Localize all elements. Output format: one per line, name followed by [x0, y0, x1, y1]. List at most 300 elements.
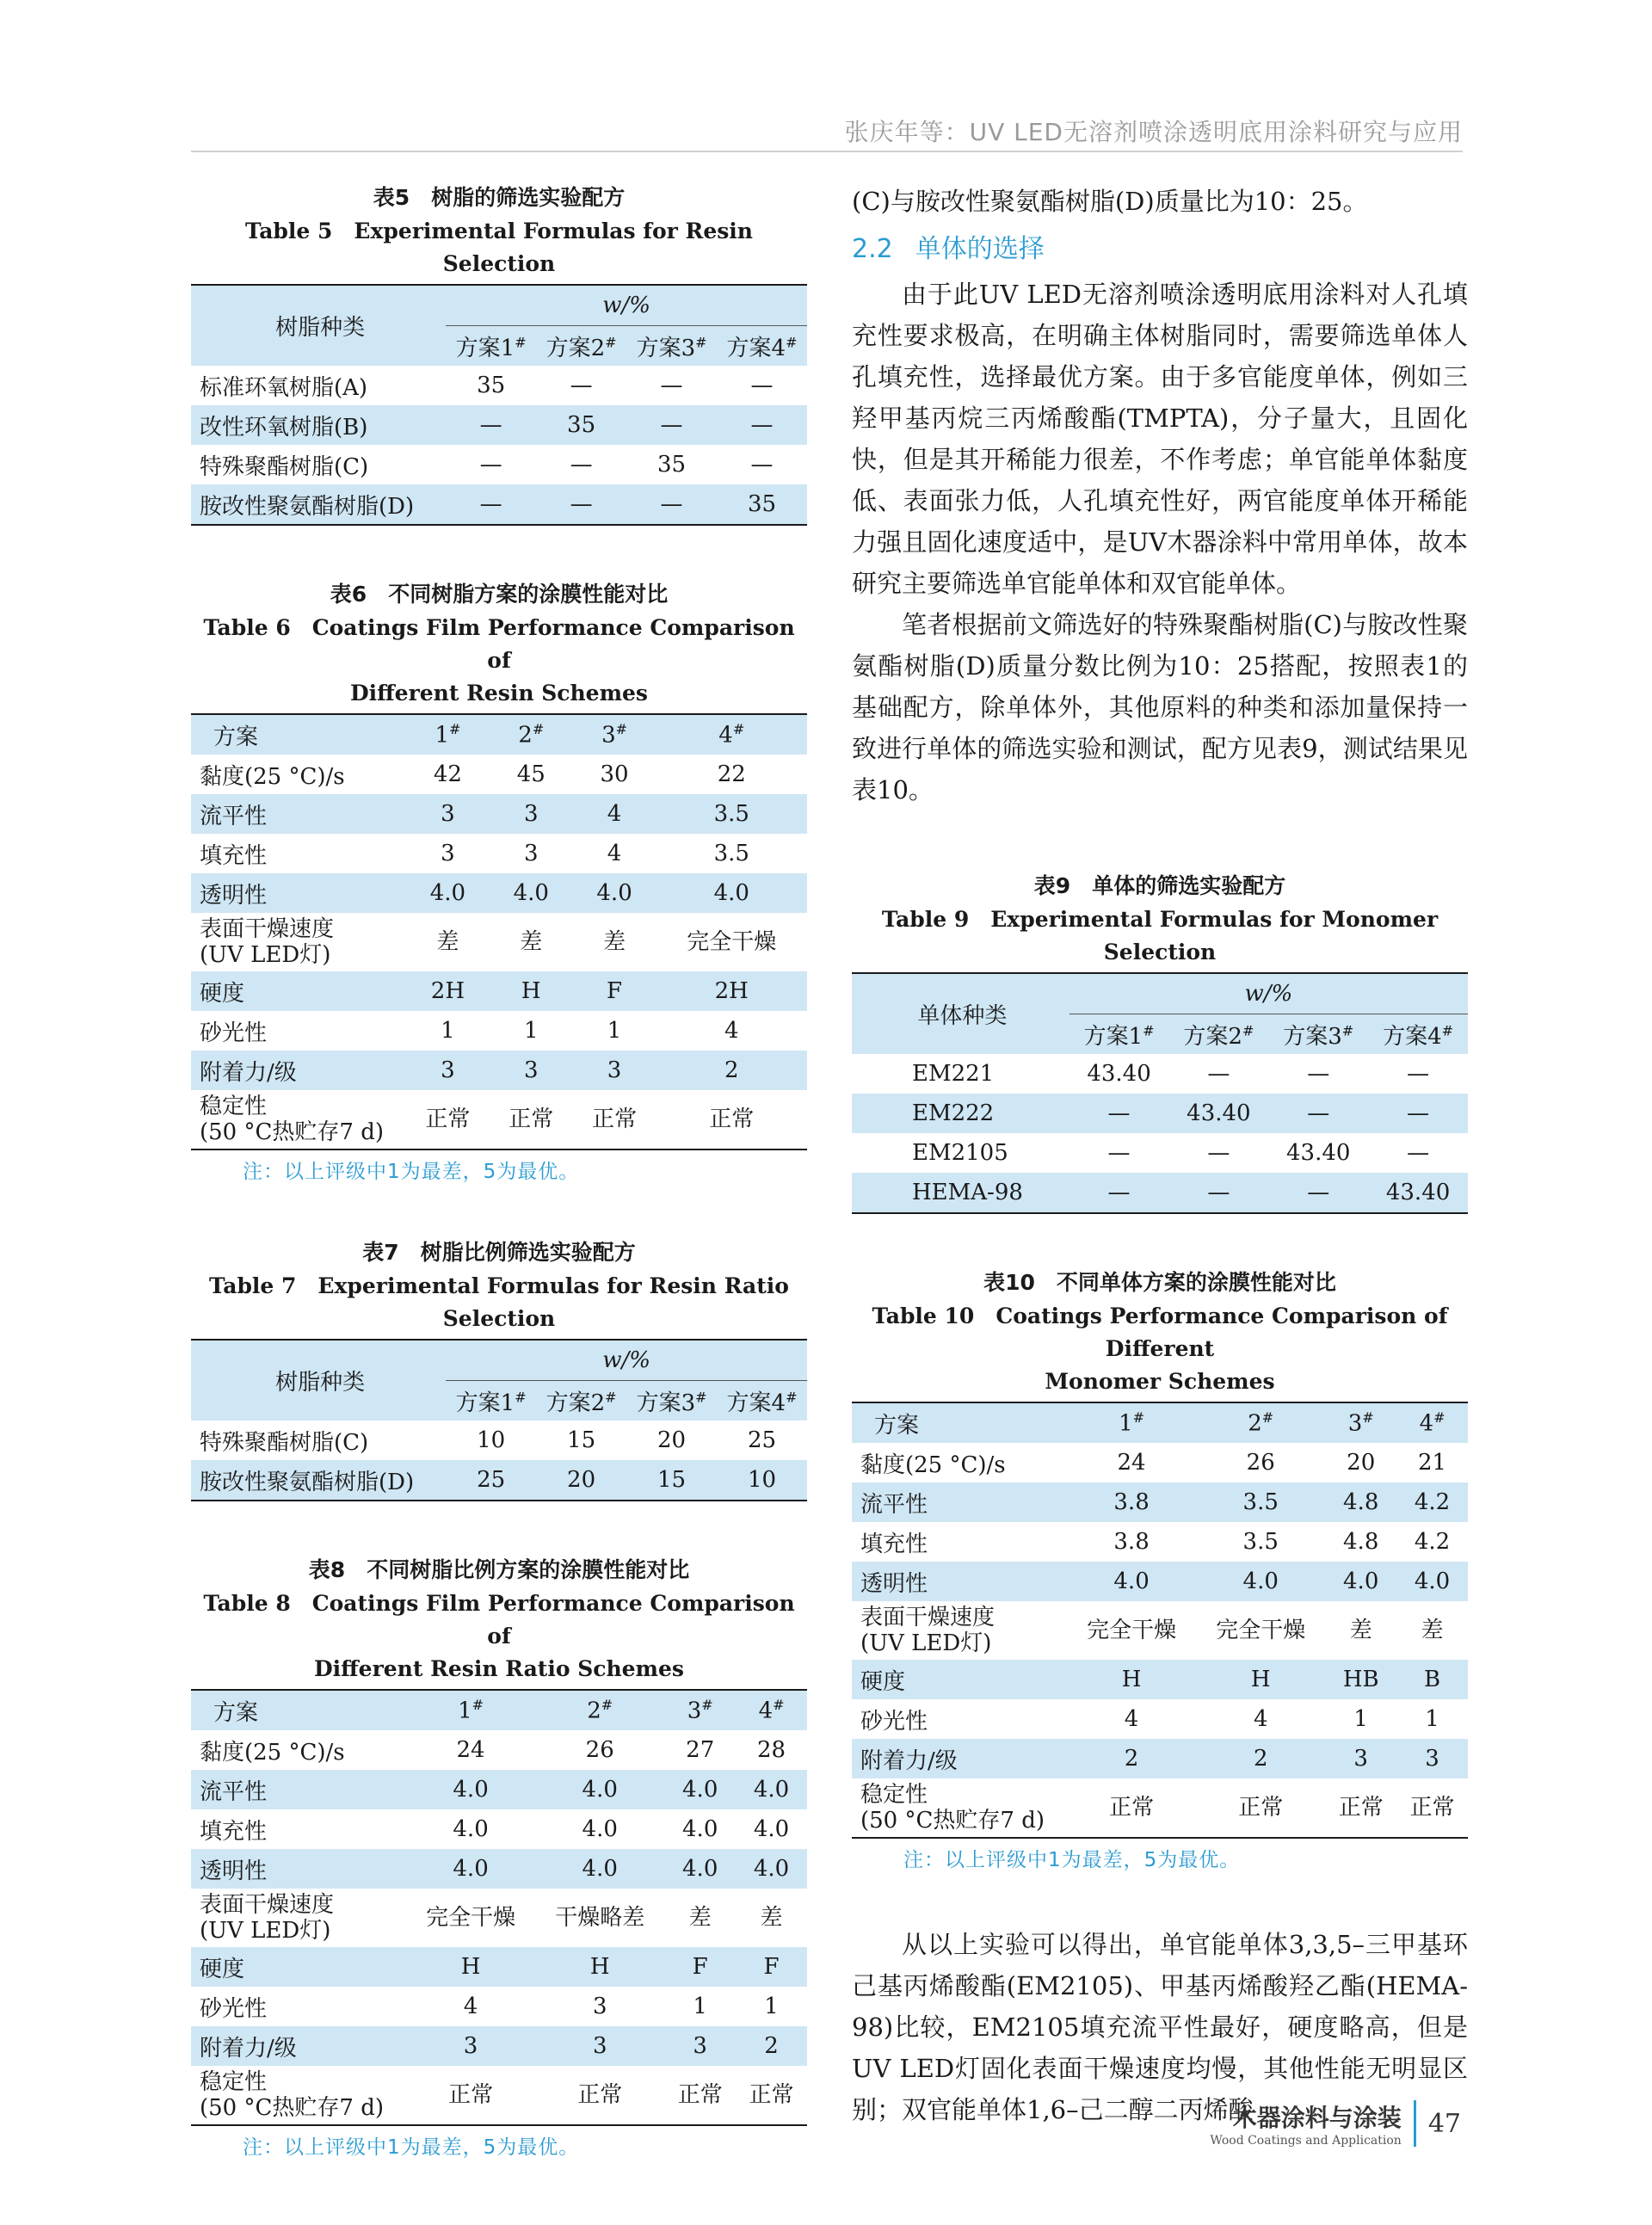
table-cell: 正常 — [736, 2066, 807, 2125]
table-cell: H — [1196, 1660, 1325, 1699]
table-cell: 25 — [747, 1427, 777, 1453]
table-cell: 正常 — [573, 1090, 656, 1149]
left-column — [191, 181, 807, 2211]
row-label: 胺改性聚氨酯树脂(D) — [191, 484, 446, 525]
table-header-cell: 3# — [573, 714, 656, 755]
table-cell: — — [536, 484, 626, 525]
row-label: 特殊聚酯树脂(C) — [200, 453, 369, 480]
table-cell: 2 — [1196, 1739, 1325, 1778]
table-header-unit: w/% — [446, 1340, 807, 1381]
table-cell: 4 — [573, 794, 656, 834]
table-header-cell: 方案 — [852, 1402, 1067, 1443]
table-cell: 3 — [490, 794, 573, 834]
table-cell: — — [570, 452, 593, 478]
journal-name — [1210, 2099, 1401, 2148]
table-col-header: 方案2# — [1168, 1014, 1268, 1055]
table-row — [191, 405, 807, 445]
table-cell: 27 — [686, 1737, 715, 1763]
row-label: 透明性 — [191, 1849, 406, 1889]
table-cell: H — [1067, 1660, 1196, 1699]
table-header-unit: w/% — [446, 285, 807, 326]
table-cell: 3 — [441, 841, 455, 866]
row-label: 砂光性 — [200, 1020, 268, 1046]
row-label: 附着力/级 — [852, 1739, 1067, 1778]
table-header-cell: 1# — [1067, 1402, 1196, 1443]
table-cell: 干燥略差 — [555, 1905, 645, 1931]
table-row — [852, 1133, 1468, 1173]
table-cell: 4.0 — [1396, 1562, 1468, 1601]
row-label: 表面干燥速度 (UV LED灯) — [200, 916, 335, 968]
table-cell: 正常 — [535, 2066, 664, 2125]
table-cell: 正常 — [1067, 1778, 1196, 1838]
table-cell: 24 — [456, 1737, 485, 1763]
table-cell: 3 — [406, 794, 490, 834]
table-cell: 22 — [717, 761, 746, 787]
table-row — [852, 1562, 1468, 1601]
table-cell: 1 — [764, 1994, 779, 2019]
table-cell: — — [1168, 1173, 1268, 1213]
table-row — [191, 834, 807, 873]
table-cell: 正常 — [1196, 1778, 1325, 1838]
row-label: 流平性 — [191, 1770, 406, 1809]
table-col-header: 方案1# — [446, 326, 536, 367]
table-row — [852, 1660, 1468, 1699]
table-cell: 4 — [463, 1994, 478, 2019]
row-label: 附着力/级 — [191, 2026, 406, 2066]
row-label: 硬度 — [191, 971, 406, 1011]
table-cell: 1 — [523, 1018, 539, 1044]
table-cell: 4 — [1253, 1706, 1268, 1732]
table-6-caption-en: Table 6 Coatings Film Performance Comparison of — [203, 615, 795, 673]
table-cell: 10 — [717, 1460, 807, 1501]
row-label: 透明性 — [191, 873, 406, 913]
table-cell: 35 — [536, 405, 626, 445]
table-col-header: 方案4# — [717, 326, 807, 367]
table-col-header: 方案2# — [536, 1381, 626, 1421]
table-cell: 35 — [477, 373, 506, 398]
table-cell: 3.5 — [1242, 1529, 1279, 1555]
table-header-cell: 3# — [664, 1690, 736, 1730]
table-row — [191, 1011, 807, 1051]
table-header-cell: 3# — [1325, 1402, 1396, 1443]
table-row — [852, 1522, 1468, 1562]
table-cell: 1 — [1353, 1706, 1368, 1732]
table-7-block — [191, 1236, 807, 1501]
table-9-block — [852, 869, 1468, 1214]
table-cell: 4.0 — [406, 1849, 535, 1889]
table-cell: 35 — [717, 484, 807, 525]
table-row — [191, 1460, 807, 1501]
table-row — [191, 1090, 807, 1149]
table-header-cell: 4# — [736, 1690, 807, 1730]
table-row — [191, 755, 807, 794]
row-label: 改性环氧树脂(B) — [191, 405, 446, 445]
table-cell: 完全干燥 — [426, 1905, 516, 1931]
table-row — [852, 1601, 1468, 1660]
table-cell: — — [446, 405, 536, 445]
table-9-caption-en: Table 9 Experimental Formulas for Monomer Selection — [881, 907, 1439, 965]
table-cell: — — [1069, 1094, 1169, 1133]
table-col-header: 方案3# — [626, 1381, 717, 1421]
table-cell: 差 — [760, 1905, 783, 1931]
table-cell: — — [1268, 1173, 1368, 1213]
table-cell: 4.2 — [1396, 1482, 1468, 1522]
table-6-caption-en-2: Different Resin Schemes — [349, 681, 649, 706]
table-cell: — — [479, 452, 502, 478]
table-header-label: 单体种类 — [852, 973, 1069, 1054]
table-7-caption-en: Table 7 Experimental Formulas for Resin Ratio Selection — [209, 1273, 789, 1331]
table-row — [191, 1051, 807, 1090]
table-row — [191, 1809, 807, 1849]
row-label: 黏度(25 °C)/s — [860, 1451, 1006, 1478]
table-cell: 4.0 — [736, 1770, 807, 1809]
table-cell: 28 — [757, 1737, 786, 1763]
table-cell: 3.5 — [1196, 1482, 1325, 1522]
paragraph: 从以上实验可以得出，单官能单体3,3,5–三甲基环己基丙烯酸酯(EM2105)、甲基丙烯酸羟乙酯(HEMA-98)比较，EM2105填充流平性最好，硬度略高，但是UV LED灯固化表面干燥速度均慢，其他性能无明显区别；双官能单体1,6–己二醇二丙烯酸 — [852, 1930, 1468, 2124]
table-cell: — — [717, 405, 807, 445]
row-label: 砂光性 — [860, 1708, 928, 1735]
table-header-label: 树脂种类 — [191, 1340, 446, 1421]
table-cell: 42 — [433, 761, 462, 787]
table-cell: 1 — [441, 1018, 455, 1044]
row-label: 流平性 — [852, 1482, 1067, 1522]
table-cell: 20 — [657, 1427, 687, 1453]
table-10 — [852, 1402, 1468, 1839]
table-cell: HB — [1325, 1660, 1396, 1699]
table-row — [191, 1947, 807, 1987]
table-cell: 21 — [1418, 1450, 1447, 1476]
table-cell: 完全干燥 — [1216, 1618, 1306, 1643]
table-cell: 完全干燥 — [687, 929, 777, 955]
table-cell: 4.0 — [582, 1816, 618, 1842]
header-rule — [191, 151, 1463, 152]
table-cell: 4.8 — [1325, 1482, 1396, 1522]
table-cell: — — [1407, 1061, 1430, 1087]
table-header-cell: 2# — [490, 714, 573, 755]
table-header-cell: 4# — [1396, 1402, 1468, 1443]
table-9 — [852, 972, 1468, 1214]
table-8 — [191, 1689, 807, 2126]
row-label: 稳定性 (50 °C热贮存7 d) — [852, 1778, 1067, 1838]
journal-name-en: Wood Coatings and Application — [1210, 2134, 1402, 2148]
row-label: 胺改性聚氨酯树脂(D) — [191, 1460, 446, 1501]
row-label: 黏度(25 °C)/s — [200, 763, 345, 790]
table-row — [191, 445, 807, 484]
table-cell: 45 — [516, 761, 546, 787]
table-header-cell: 2# — [535, 1690, 664, 1730]
table-cell: 差 — [436, 929, 459, 955]
table-cell: 4.0 — [573, 873, 656, 913]
table-header-cell: 2# — [1196, 1402, 1325, 1443]
table-header-cell: 1# — [406, 714, 490, 755]
table-6-note: 注：以上评级中1为最差，5为最优。 — [243, 1161, 580, 1183]
table-cell: — — [1407, 1140, 1430, 1166]
table-header-cell: 1# — [406, 1690, 535, 1730]
table-cell: 43.40 — [1285, 1140, 1351, 1166]
table-cell: 26 — [1246, 1450, 1275, 1476]
table-cell: 3 — [406, 2026, 535, 2066]
table-cell: 4.8 — [1343, 1529, 1379, 1555]
table-cell: 2 — [736, 2026, 807, 2066]
table-cell: 30 — [600, 761, 629, 787]
table-cell: — — [1268, 1094, 1368, 1133]
table-cell: 26 — [585, 1737, 614, 1763]
table-row — [852, 1443, 1468, 1482]
table-col-header: 方案4# — [1368, 1014, 1468, 1055]
table-row — [191, 484, 807, 525]
page-number: 47 — [1427, 2108, 1461, 2139]
table-cell: 4.0 — [753, 1816, 790, 1842]
table-cell: 3 — [664, 2026, 736, 2066]
table-cell: — — [626, 405, 717, 445]
table-cell: 2 — [656, 1051, 807, 1090]
table-cell: 15 — [626, 1460, 717, 1501]
table-cell: — — [446, 484, 536, 525]
table-cell: 2H — [406, 971, 490, 1011]
table-5-caption-en: Table 5 Experimental Formulas for Resin Selection — [245, 219, 753, 276]
table-cell: 正常 — [1396, 1778, 1468, 1838]
table-cell: 4.0 — [535, 1849, 664, 1889]
table-cell: 正常 — [490, 1090, 573, 1149]
table-row — [191, 913, 807, 971]
table-header-cell: 方案 — [191, 714, 406, 755]
table-cell: 24 — [1117, 1450, 1146, 1476]
journal-name-cn: 木器涂料与涂装 — [1232, 2104, 1402, 2132]
table-cell: 4.0 — [535, 1770, 664, 1809]
running-header: 张庆年等：UV LED无溶剂喷涂透明底用涂料研究与应用 — [844, 118, 1463, 146]
table-row — [191, 971, 807, 1011]
table-cell: 正常 — [406, 2066, 535, 2125]
table-cell: 4.0 — [406, 873, 490, 913]
table-row — [852, 1699, 1468, 1739]
table-9-caption-cn: 表9 单体的筛选实验配方 — [1033, 873, 1286, 898]
table-cell: 3 — [573, 1051, 656, 1090]
table-cell: 3 — [535, 2026, 664, 2066]
page-footer — [1210, 2099, 1461, 2148]
table-cell: 4.0 — [1325, 1562, 1396, 1601]
table-cell: 4 — [607, 841, 622, 866]
table-cell: 2 — [1067, 1739, 1196, 1778]
table-row — [852, 1778, 1468, 1838]
table-cell: 完全干燥 — [1087, 1618, 1177, 1643]
table-cell: — — [750, 452, 774, 478]
table-col-header: 方案3# — [1268, 1014, 1368, 1055]
table-cell: — — [660, 373, 683, 398]
table-cell: — — [1207, 1140, 1230, 1166]
table-5-caption-cn: 表5 树脂的筛选实验配方 — [373, 185, 626, 210]
table-cell: 43.40 — [1168, 1094, 1268, 1133]
table-8-block — [191, 1553, 807, 2160]
table-cell: 差 — [1349, 1618, 1372, 1643]
table-5 — [191, 284, 807, 526]
table-row — [852, 1173, 1468, 1213]
table-10-caption-cn: 表10 不同单体方案的涂膜性能对比 — [983, 1270, 1336, 1295]
table-cell: 4.2 — [1414, 1529, 1451, 1555]
row-label: 透明性 — [852, 1562, 1067, 1601]
table-row — [191, 1987, 807, 2026]
table-row — [852, 1739, 1468, 1778]
table-cell: 3 — [490, 1051, 573, 1090]
table-row — [191, 1421, 807, 1460]
table-col-header: 方案4# — [717, 1381, 807, 1421]
table-8-caption-cn: 表8 不同树脂比例方案的涂膜性能对比 — [308, 1557, 690, 1582]
table-cell: — — [1368, 1094, 1468, 1133]
section-heading — [852, 227, 1468, 265]
table-cell: 43.40 — [1087, 1061, 1151, 1087]
table-cell: 3 — [1396, 1739, 1468, 1778]
row-label: 硬度 — [191, 1947, 406, 1987]
table-row — [191, 2066, 807, 2125]
row-label: 黏度(25 °C)/s — [200, 1739, 345, 1766]
table-cell: 20 — [536, 1460, 626, 1501]
table-7 — [191, 1339, 807, 1501]
table-cell: 3.8 — [1067, 1482, 1196, 1522]
table-cell: 10 — [477, 1427, 506, 1453]
table-cell: B — [1396, 1660, 1468, 1699]
table-cell: 4.0 — [1067, 1562, 1196, 1601]
table-row — [191, 2026, 807, 2066]
table-cell: — — [626, 484, 717, 525]
row-label: 稳定性 (50 °C热贮存7 d) — [191, 2066, 406, 2125]
table-8-caption-en: Table 8 Coatings Film Performance Comparison of — [203, 1591, 795, 1649]
table-col-header: 方案2# — [536, 326, 626, 367]
table-cell: F — [573, 971, 656, 1011]
table-8-note: 注：以上评级中1为最差，5为最优。 — [243, 2136, 580, 2159]
table-cell: 3.8 — [1113, 1529, 1150, 1555]
table-cell: 4.0 — [1196, 1562, 1325, 1601]
table-row — [191, 1730, 807, 1770]
row-label: 标准环氧树脂(A) — [200, 374, 368, 401]
row-label: HEMA-98 — [852, 1173, 1069, 1213]
paragraph: 笔者根据前文筛选好的特殊聚酯树脂(C)与胺改性聚氨酯树脂(D)质量分数比例为10：25搭配，按照表1的基础配方，除单体外，其他原料的种类和添加量保持一致进行单体的筛选实验和测试，配方见表9，测试结果见表10。 — [852, 610, 1468, 804]
table-row — [191, 366, 807, 405]
table-cell: 4.0 — [736, 1849, 807, 1889]
table-cell: F — [736, 1947, 807, 1987]
row-label: 填充性 — [200, 1818, 268, 1845]
table-header-unit: w/% — [1069, 973, 1468, 1014]
table-cell: 正常 — [1325, 1778, 1396, 1838]
table-cell: 3.5 — [713, 841, 749, 866]
table-6-block — [191, 577, 807, 1184]
table-cell: 3 — [406, 1051, 490, 1090]
row-label: 表面干燥速度 (UV LED灯) — [200, 1892, 335, 1944]
row-label: 填充性 — [860, 1531, 928, 1557]
table-6-caption-cn: 表6 不同树脂方案的涂膜性能对比 — [330, 582, 669, 607]
table-row — [191, 873, 807, 913]
table-cell: — — [1207, 1061, 1230, 1087]
row-label: 附着力/级 — [191, 1051, 406, 1090]
table-10-caption-en-2: Monomer Schemes — [1045, 1369, 1275, 1394]
table-6 — [191, 713, 807, 1150]
table-cell: 35 — [657, 452, 687, 478]
table-row — [191, 1770, 807, 1809]
row-label: 稳定性 (50 °C热贮存7 d) — [191, 1090, 406, 1149]
row-label: 表面干燥速度 (UV LED灯) — [860, 1605, 996, 1656]
table-cell: H — [490, 971, 573, 1011]
table-row — [191, 1889, 807, 1947]
table-cell: 差 — [688, 1905, 712, 1931]
row-label: 流平性 — [191, 794, 406, 834]
row-label: 砂光性 — [200, 1995, 268, 2022]
table-header-cell: 4# — [656, 714, 807, 755]
table-row — [852, 1094, 1468, 1133]
table-cell: 3 — [523, 841, 539, 866]
table-cell: F — [664, 1947, 736, 1987]
table-col-header: 方案3# — [626, 326, 717, 367]
footer-divider — [1414, 2100, 1416, 2147]
table-cell: 差 — [603, 929, 626, 955]
paragraph: 由于此UV LED无溶剂喷涂透明底用涂料对人孔填充性要求极高，在明确主体树脂同时，需要筛选单体人孔填充性，选择最优方案。由于多官能度单体，例如三羟甲基丙烷三丙烯酸酯(TMPTA)，分子量大，且固化快，但是其开稀能力很差，不作考虑；单官能单体黏度低、表面张力低，人孔填充性好，两官能度单体开稀能力强且固化速度适中，是UV木器涂料中常用单体，故本研究主要筛选单官能单体和双官能单体。 — [852, 280, 1468, 598]
table-cell: 4.0 — [453, 1816, 489, 1842]
paragraph-continued: (C)与胺改性聚氨酯树脂(D)质量比为10：25。 — [852, 187, 1368, 216]
table-cell: — — [750, 373, 774, 398]
right-column — [852, 181, 1468, 2130]
table-cell: 3 — [592, 1994, 607, 2019]
table-cell: — — [1069, 1173, 1169, 1213]
table-cell: 20 — [1347, 1450, 1376, 1476]
table-8-caption-en-2: Different Resin Ratio Schemes — [313, 1656, 684, 1681]
table-cell: 正常 — [656, 1090, 807, 1149]
table-cell: 2H — [656, 971, 807, 1011]
table-cell: — — [570, 373, 593, 398]
table-row — [191, 1849, 807, 1889]
table-cell: 15 — [567, 1427, 596, 1453]
table-cell: 1 — [607, 1018, 622, 1044]
table-7-caption-cn: 表7 树脂比例筛选实验配方 — [362, 1240, 636, 1265]
row-label: EM2105 — [912, 1140, 1008, 1166]
row-label: EM221 — [912, 1061, 995, 1087]
table-10-note: 注：以上评级中1为最差，5为最优。 — [903, 1849, 1241, 1871]
table-cell: — — [1307, 1061, 1330, 1087]
table-cell: 4.0 — [406, 1770, 535, 1809]
table-row — [852, 1482, 1468, 1522]
table-cell: 4 — [724, 1018, 739, 1044]
table-header-cell: 方案 — [191, 1690, 406, 1730]
table-cell: 4.0 — [682, 1816, 718, 1842]
table-cell: H — [535, 1947, 664, 1987]
table-5-block — [191, 181, 807, 526]
table-cell: 1 — [693, 1994, 707, 2019]
table-cell: 3 — [1325, 1739, 1396, 1778]
table-row — [852, 1054, 1468, 1094]
table-cell: 差 — [1421, 1618, 1444, 1643]
table-row — [191, 794, 807, 834]
table-cell: 差 — [520, 929, 543, 955]
table-col-header: 方案1# — [1069, 1014, 1169, 1055]
table-cell: 正常 — [406, 1090, 490, 1149]
table-col-header: 方案1# — [446, 1381, 536, 1421]
table-cell: 4 — [1124, 1706, 1139, 1732]
table-10-block — [852, 1266, 1468, 1872]
row-label: 硬度 — [852, 1660, 1067, 1699]
table-header-label: 树脂种类 — [191, 285, 446, 366]
table-10-caption-en: Table 10 Coatings Performance Comparison of Different — [872, 1304, 1448, 1361]
table-cell: H — [406, 1947, 535, 1987]
row-label: 特殊聚酯树脂(C) — [200, 1429, 369, 1456]
table-cell: — — [1107, 1140, 1131, 1166]
table-cell: 43.40 — [1368, 1173, 1468, 1213]
table-cell: 4.0 — [664, 1849, 736, 1889]
table-cell: 25 — [446, 1460, 536, 1501]
section-number: 2.2 — [852, 234, 893, 264]
table-cell: 1 — [1425, 1706, 1439, 1732]
table-cell: 4.0 — [664, 1770, 736, 1809]
row-label: 填充性 — [200, 842, 268, 869]
table-cell: 4.0 — [656, 873, 807, 913]
table-cell: 正常 — [664, 2066, 736, 2125]
table-cell: 4.0 — [490, 873, 573, 913]
section-title: 单体的选择 — [915, 234, 1045, 264]
